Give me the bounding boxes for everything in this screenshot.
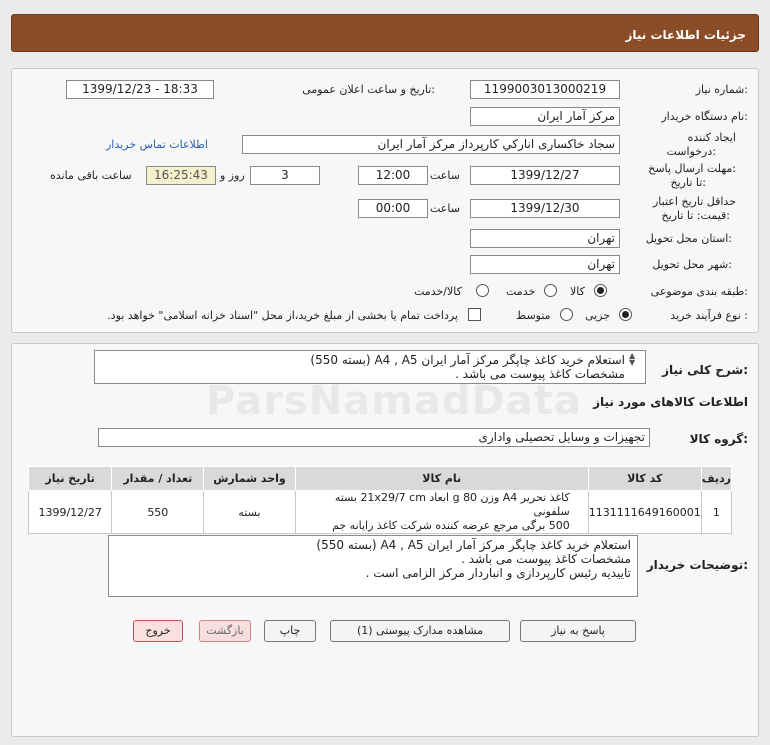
validity-label-1: حداقل تاریخ اعتبار — [652, 195, 736, 208]
cell-quantity: 550 — [112, 491, 204, 534]
item-name-line-1: کاغذ تحریر A4 وزن 80 g ابعاد 21x29/7 cm بسته سلفونی — [334, 491, 570, 518]
remaining-label: ساعت باقی مانده — [50, 169, 132, 182]
contact-buyer-link[interactable]: اطلاعات تماس خریدار — [106, 138, 208, 151]
city-label: شهر محل تحویل: — [652, 258, 732, 271]
treasury-payment-note: پرداخت تمام یا بخشی از مبلغ خرید،از محل "اسناد خزانه اسلامی" خواهد بود. — [107, 309, 458, 322]
creator-label-1: ایجاد کننده — [687, 131, 736, 144]
col-quantity: تعداد / مقدار — [112, 467, 204, 491]
category-option-goods-service: کالا/خدمت — [414, 285, 462, 298]
goods-group-label: گروه کالا: — [689, 432, 748, 446]
cell-item-code: 1131111649160001 — [588, 491, 701, 534]
category-radio-goods-service[interactable] — [476, 284, 489, 297]
buyer-notes-label: توضیحات خریدار: — [646, 558, 748, 572]
buyer-notes-line-3: تاییدیه رئیس کارپردازی و انباردار مرکز الزامی است . — [365, 566, 631, 580]
deadline-time-label: ساعت — [430, 169, 460, 182]
col-item-name: نام کالا — [295, 467, 588, 491]
process-radio-minor[interactable] — [619, 308, 632, 321]
days-label: روز و — [220, 169, 245, 182]
announce-label: تاریخ و ساعت اعلان عمومی: — [302, 83, 435, 96]
back-button[interactable]: بازگشت — [199, 620, 251, 642]
page-header — [11, 14, 759, 52]
process-option-medium: متوسط — [516, 309, 551, 322]
category-radio-service[interactable] — [544, 284, 557, 297]
validity-time-field: 00:00 — [358, 199, 428, 218]
announce-field: 1399/12/23 - 18:33 — [66, 80, 214, 99]
goods-group-field: تجهیزات و وسایل تحصیلی واداری — [98, 428, 650, 447]
cell-row-number: 1 — [701, 491, 731, 534]
item-name-line-2: 500 برگی مرجع عرضه کننده شرکت کاغذ رایانه جم — [332, 519, 570, 532]
summary-label: شرح کلی نیاز: — [662, 363, 748, 377]
days-remaining-field: 3 — [250, 166, 320, 185]
category-radio-goods[interactable] — [594, 284, 607, 297]
category-option-service: خدمت — [506, 285, 536, 298]
treasury-payment-checkbox[interactable] — [468, 308, 481, 321]
items-table — [28, 466, 732, 534]
remaining-time-field: 16:25:43 — [146, 166, 216, 185]
buyer-org-label: نام دستگاه خریدار: — [661, 110, 748, 123]
cell-need-date: 1399/12/27 — [29, 491, 112, 534]
process-radio-medium[interactable] — [560, 308, 573, 321]
need-number-field: 1199003013000219 — [470, 80, 620, 99]
deadline-label-1: مهلت ارسال پاسخ: — [648, 162, 736, 175]
buyer-notes-line-2: مشخصات کاغذ پیوست می باشد . — [461, 552, 631, 566]
process-option-minor: جزیی — [585, 309, 611, 322]
buyer-org-field: مرکز آمار ایران — [470, 107, 620, 126]
summary-textarea — [94, 350, 646, 384]
cell-unit: بسته — [204, 491, 295, 534]
exit-button[interactable]: خروج — [133, 620, 183, 642]
print-button[interactable]: چاپ — [264, 620, 316, 642]
page-title: جزئیات اطلاعات نیاز — [625, 28, 746, 42]
validity-label-2: قیمت: تا تاریخ: — [661, 209, 730, 222]
col-item-code: کد کالا — [588, 467, 701, 491]
validity-date-field: 1399/12/30 — [470, 199, 620, 218]
goods-section-title: اطلاعات کالاهای مورد نیاز — [593, 395, 748, 409]
col-need-date: تاریخ نیاز — [29, 467, 112, 491]
province-label: استان محل تحویل: — [645, 232, 732, 245]
scroll-arrows-icon[interactable]: ▲ ▼ — [629, 351, 636, 367]
process-label: نوع فرآیند خرید : — [670, 309, 748, 322]
creator-field: سجاد خاکساری اناركي كارپرداز مرکز آمار ایران — [242, 135, 620, 154]
creator-label-2: درخواست: — [666, 145, 716, 158]
attachments-button[interactable]: مشاهده مدارک پیوستی (1) — [330, 620, 510, 642]
deadline-time-field: 12:00 — [358, 166, 428, 185]
buyer-notes-line-1: استعلام خرید کاغذ چاپگر مرکز آمار ایران A4 , A5 (بسته 550) — [316, 538, 631, 552]
need-number-label: شماره نیاز: — [695, 83, 748, 96]
validity-time-label: ساعت — [430, 202, 460, 215]
col-unit: واحد شمارش — [204, 467, 295, 491]
category-label: طبقه بندی موضوعی: — [650, 285, 748, 298]
summary-line-2: مشخصات کاغذ پیوست می باشد . — [455, 367, 625, 381]
cell-item-name — [295, 491, 588, 534]
buyer-notes-textarea — [108, 535, 638, 597]
city-field: تهران — [470, 255, 620, 274]
reply-button[interactable]: پاسخ به نیاز — [520, 620, 636, 642]
col-row: ردیف — [701, 467, 731, 491]
table-row — [29, 491, 732, 534]
deadline-label-2: تا تاریخ: — [670, 176, 706, 189]
items-table-header — [29, 467, 732, 491]
summary-line-1: استعلام خرید کاغذ چاپگر مرکز آمار ایران A4 , A5 (بسته 550) — [310, 353, 625, 367]
province-field: تهران — [470, 229, 620, 248]
category-option-goods: کالا — [570, 285, 585, 298]
deadline-date-field: 1399/12/27 — [470, 166, 620, 185]
